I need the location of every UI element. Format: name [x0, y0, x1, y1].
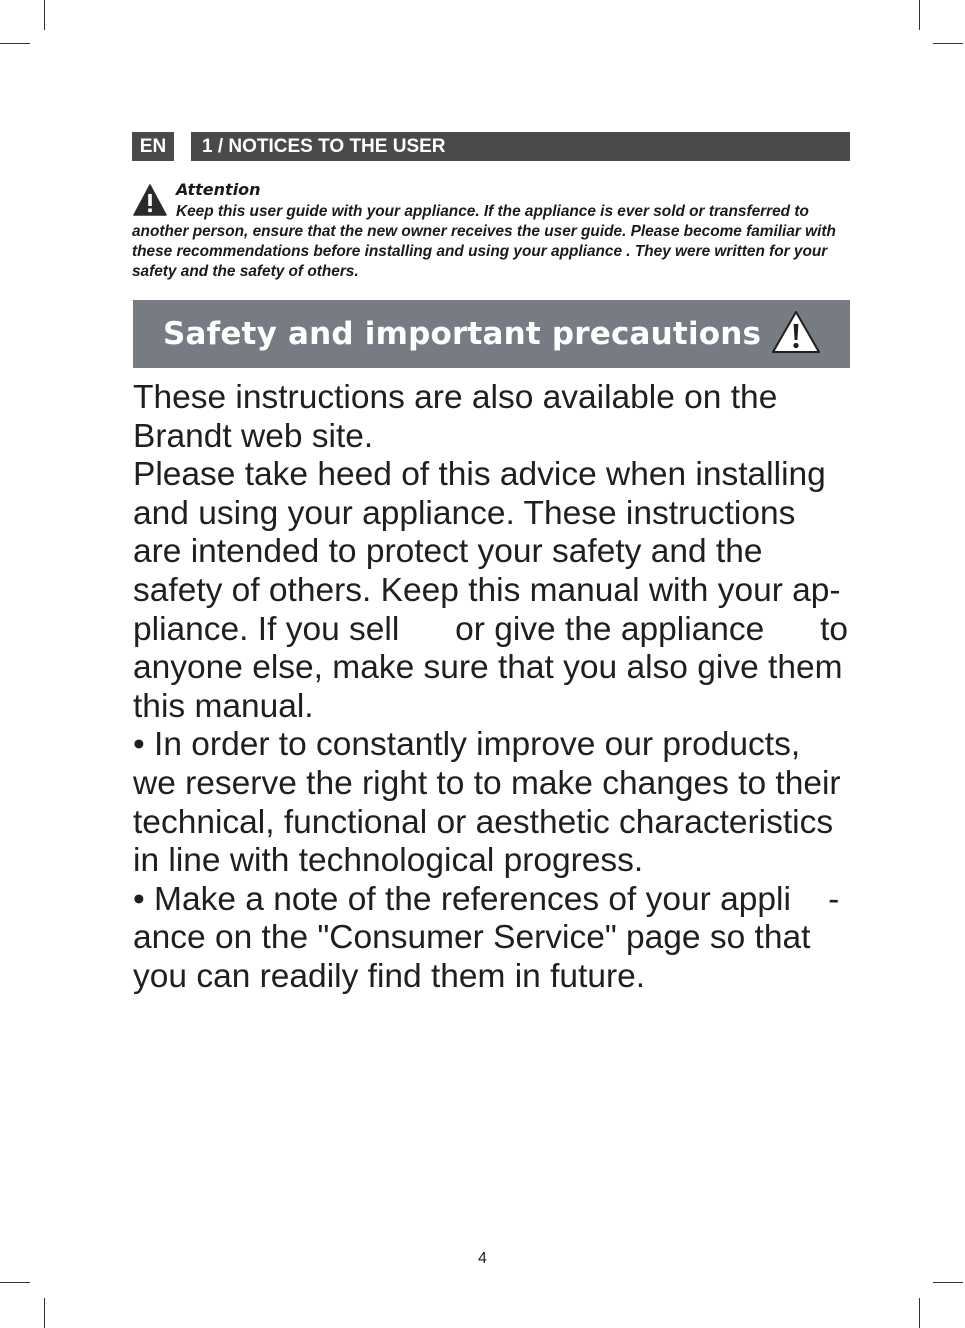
crop-mark [933, 43, 963, 44]
text-line: technical, functional or aesthetic characteristics [133, 803, 834, 841]
crop-mark [919, 1298, 920, 1328]
text-line: in line with technological progress. [133, 842, 644, 880]
text-line: Please take heed of this advice when installing [133, 456, 826, 494]
text-line: this manual. [133, 687, 314, 725]
text-line: ance on the "Consumer Service" page so that [133, 919, 811, 957]
text-line: we reserve the right to to make changes to their [133, 764, 841, 802]
main-instructions [133, 379, 863, 997]
safety-banner-title: Safety and important precautions [163, 316, 762, 352]
crop-mark [0, 1282, 30, 1283]
page-number: 4 [478, 1250, 487, 1267]
warning-triangle-icon [770, 309, 822, 355]
text-line: • In order to constantly improve our products, [133, 726, 801, 764]
language-badge: EN [132, 132, 174, 161]
text-line: • Make a note of the references of your appli - [133, 880, 840, 918]
text-line: and using your appliance. These instructions [133, 494, 796, 532]
safety-banner [133, 300, 850, 368]
crop-mark [933, 1282, 963, 1283]
crop-mark [919, 0, 920, 30]
crop-mark [0, 43, 30, 44]
text-line: These instructions are also available on the [133, 379, 778, 416]
section-title: 1 / NOTICES TO THE USER [191, 132, 850, 161]
text-line: anyone else, make sure that you also give them [133, 649, 843, 687]
text-line: pliance. If you sell or give the appliance to [133, 610, 849, 648]
text-line: are intended to protect your safety and the [133, 533, 763, 571]
attention-title: Attention [176, 180, 261, 199]
text-line: safety of others. Keep this manual with your ap- [133, 571, 841, 609]
text-line: you can readily find them in future. [133, 957, 646, 995]
crop-mark [44, 1298, 45, 1328]
attention-body: Keep this user guide with your appliance. If the appliance is ever sold or transferred to another person, ensure that the new owner receives the user guide. Please become familiar with these recommendations before installing and using your appliance . They were written for your safety and the safety of others. [132, 203, 836, 280]
crop-mark [44, 0, 45, 30]
text-line: Brandt web site. [133, 417, 374, 455]
